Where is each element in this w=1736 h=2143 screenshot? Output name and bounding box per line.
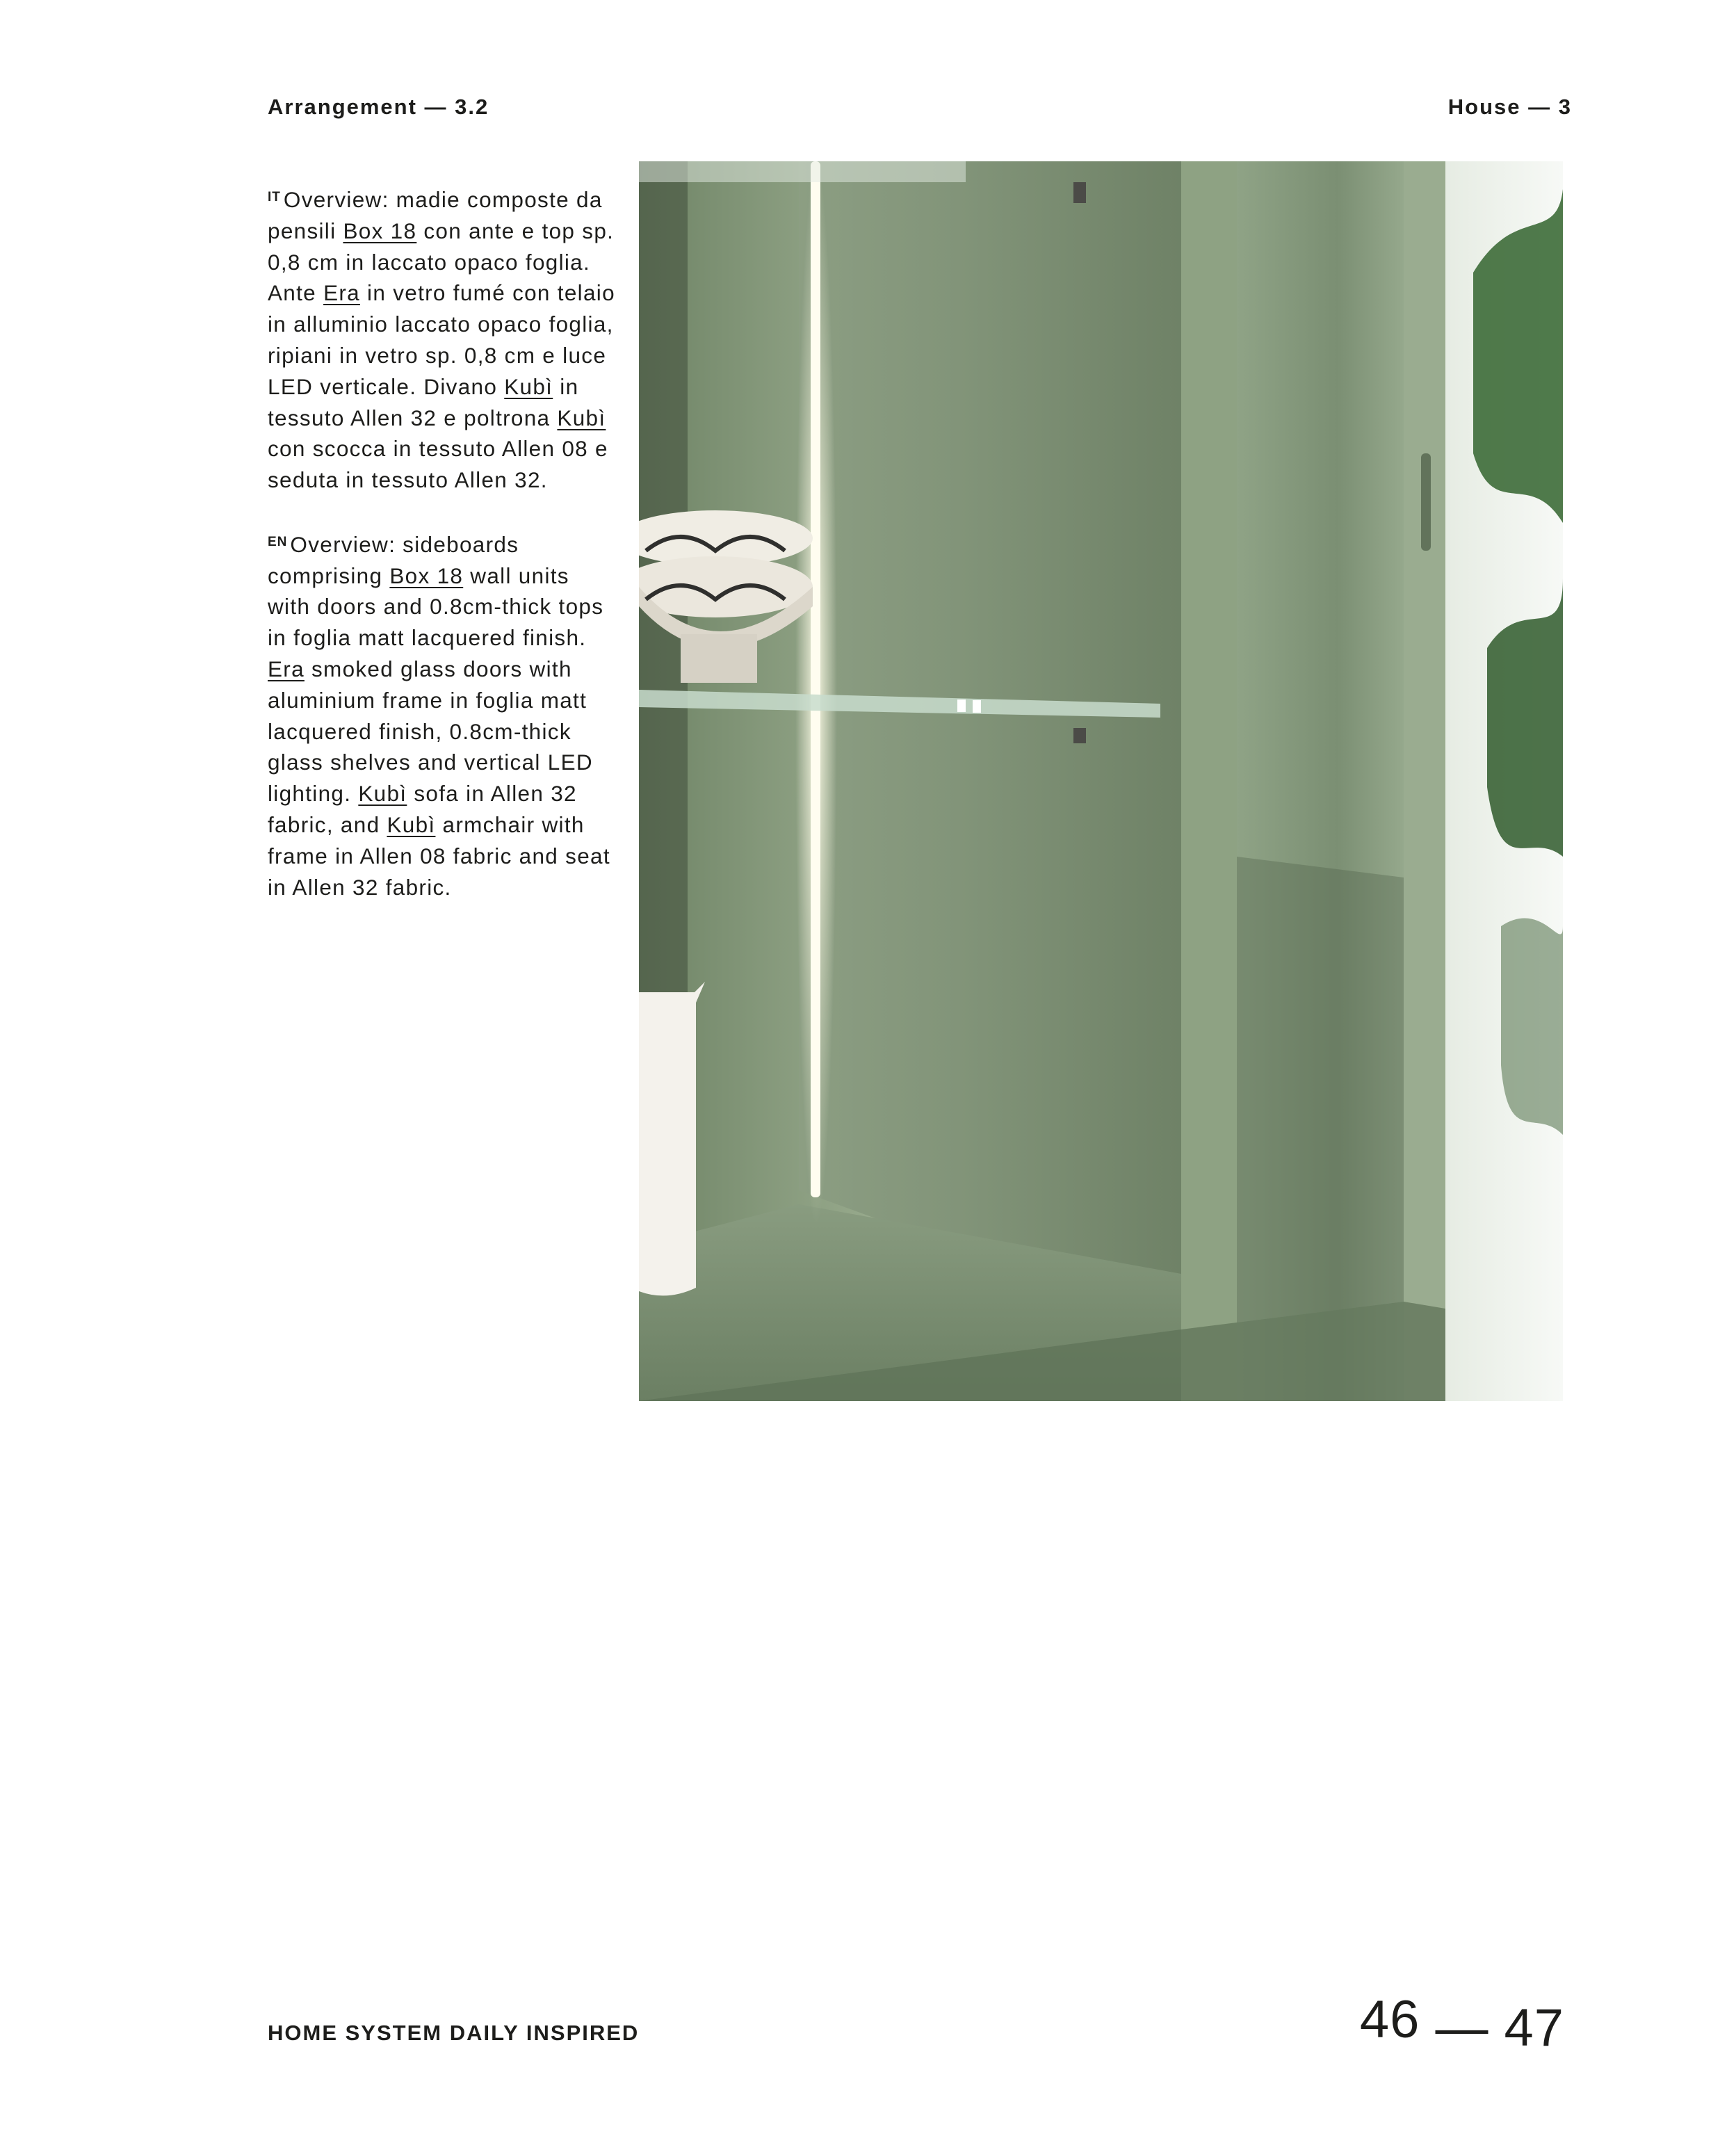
brand-tagline: HOME SYSTEM DAILY INSPIRED bbox=[268, 2021, 640, 2045]
caption-english: $^{EN}$ Overview: sideboards comprising Box 18 wall units with doors and 0.8cm-thick tops in foglia matt lacquered finish. Era smoked glass doors with aluminium frame in foglia matt lacquered finish, 0.8cm-thick glass shelves and vertical LED lighting. Kubì sofa in Allen 32 fabric, and Kubì armchair with frame in Allen 08 fabric and seat in Allen 32 fabric. bbox=[268, 531, 610, 900]
page-number-left: 46 bbox=[1359, 1990, 1420, 2049]
product-link-era[interactable]: Era bbox=[323, 280, 360, 306]
product-link-kubi-en[interactable]: Kubì bbox=[358, 781, 407, 807]
page-number-right: 47 bbox=[1504, 1998, 1564, 2057]
product-link-kubi-armchair-en[interactable]: Kubì bbox=[387, 811, 436, 837]
language-tag-en: EN bbox=[268, 534, 288, 549]
page-separator: — bbox=[1435, 1998, 1489, 2057]
caption-column bbox=[268, 182, 615, 934]
product-link-box18[interactable]: Box 18 bbox=[343, 218, 417, 243]
caption-italian: $^{IT}$ Overview: madie composte da pensili Box 18 con ante e top sp. 0,8 cm in laccato opaco foglia. Ante Era in vetro fumé con telaio in alluminio laccato opaco foglia, ripiani in vetro sp. 0,8 cm e luce LED verticale. Divano Kubì in tessuto Allen 32 e poltrona Kubì con scocca in tessuto Allen 08 e seduta in tessuto Allen 32. bbox=[268, 187, 615, 493]
language-tag-it: IT bbox=[268, 190, 281, 204]
product-link-kubi-armchair[interactable]: Kubì bbox=[557, 405, 606, 430]
product-link-box18-en[interactable]: Box 18 bbox=[389, 563, 464, 588]
section-label: Arrangement — 3.2 bbox=[268, 95, 489, 119]
cabinet-photo bbox=[639, 161, 1563, 1401]
page-numbers bbox=[1359, 1990, 1564, 2060]
product-link-kubi[interactable]: Kubì bbox=[504, 373, 553, 399]
product-link-era-en[interactable]: Era bbox=[268, 656, 305, 681]
chapter-label: House — 3 bbox=[1447, 95, 1572, 119]
cabinet-illustration bbox=[639, 161, 1563, 1401]
